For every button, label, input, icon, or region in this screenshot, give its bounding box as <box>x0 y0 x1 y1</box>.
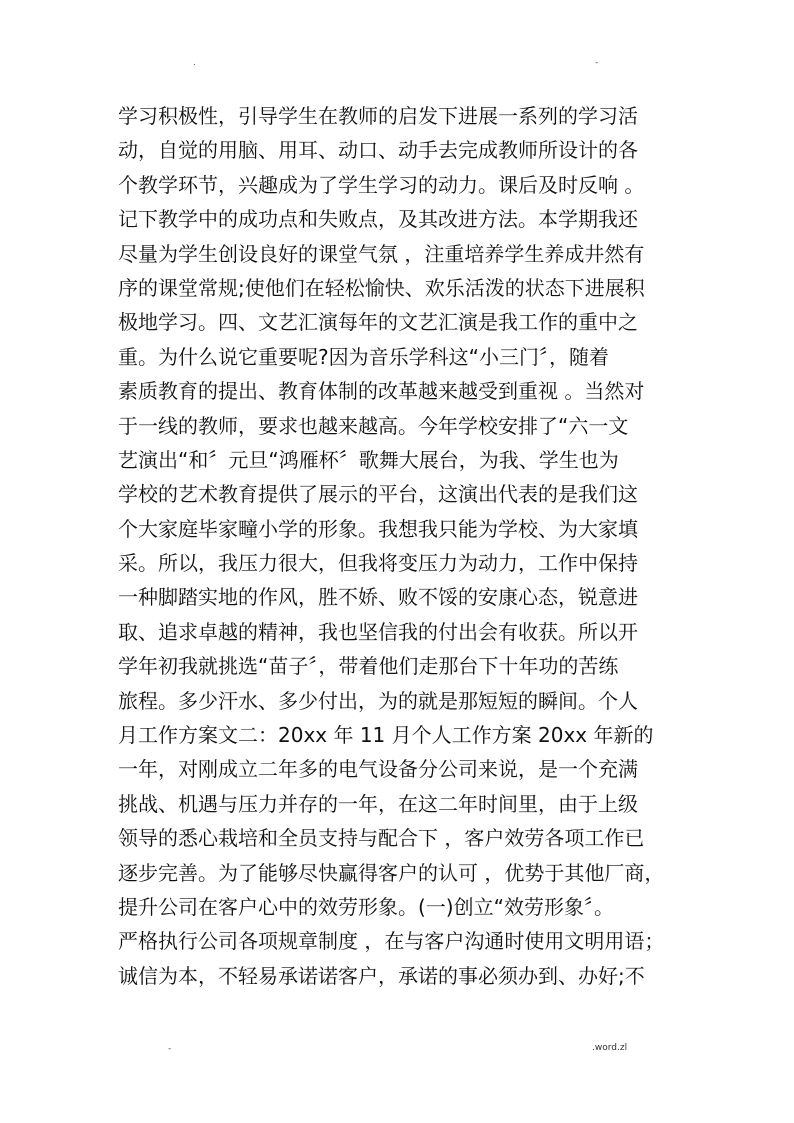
body-line: 领导的悉心栽培和全员支持与配合下 ，客户效劳各项工作已 <box>118 826 645 851</box>
body-line: 动，自觉的用脑、用耳、动口、动手去完成教师所设计的各 <box>118 138 638 163</box>
body-line: 严格执行公司各项规章制度 ，在与客户沟通时使用文明用语； <box>118 929 665 954</box>
body-line: 学年初我就挑选“苗子〞，带着他们走那台下十年功的苦练 <box>118 654 619 679</box>
body-line: 取、追求卓越的精神，我也坚信我的付出会有收获。所以开 <box>118 619 638 644</box>
body-line: 重。为什么说它重要呢?因为音乐学科这“小三门〞，随着 <box>118 344 609 369</box>
body-line: 记下教学中的成功点和失败点，及其改进方法。本学期我还 <box>118 207 638 232</box>
body-line: 挑战、机遇与压力并存的一年，在这二年时间里，由于上级 <box>118 791 638 816</box>
footer-right-mark: .word.zl <box>592 1043 628 1053</box>
header-left-mark: . <box>193 58 196 68</box>
body-line: 旅程。多少汗水、多少付出，为的就是那短短的瞬间。个人 <box>118 688 638 713</box>
body-line: 逐步完善。为了能够尽快赢得客户的认可 ，优势于其他厂商， <box>118 860 665 885</box>
body-line: 极地学习。四、文艺汇演每年的文艺汇演是我工作的重中之 <box>118 310 638 335</box>
body-line: 于一线的教师，要求也越来越高。今年学校安排了“六一文 <box>118 413 629 438</box>
footer-left-mark: - <box>168 1044 172 1054</box>
body-line: 尽量为学生创设良好的课堂气氛 ，注重培养学生养成井然有 <box>118 241 645 266</box>
document-body <box>118 99 678 993</box>
body-line: 个教学环节，兴趣成为了学生学习的动力。课后及时反响 。 <box>118 172 645 197</box>
body-line: 一年，对刚成立二年多的电气设备分公司来说，是一个充满 <box>118 757 638 782</box>
body-line: 个大家庭毕家疃小学的形象。我想我只能为学校、为大家填 <box>118 516 638 541</box>
body-line: 学校的艺术教育提供了展示的平台，这演出代表的是我们这 <box>118 482 638 507</box>
body-line: 学习积极性，引导学生在教师的启发下进展一系列的学习活 <box>118 104 638 128</box>
header-right-mark: - <box>595 58 599 68</box>
body-line: 月工作方案文二：20xx 年 11 月个人工作方案 20xx 年新的 <box>118 723 654 748</box>
body-line: 素质教育的提出、教育体制的改革越来越受到重视 。当然对 <box>118 379 645 404</box>
body-line: 一种脚踏实地的作风，胜不娇、败不馁的安康心态，锐意进 <box>118 585 638 610</box>
body-line: 序的课堂常规;使他们在轻松愉快、欢乐活泼的状态下进展积 <box>118 275 645 300</box>
body-line: 艺演出“和〞元旦“鸿雁杯〞歌舞大展台，为我、学生也为 <box>118 447 619 472</box>
body-line: 诚信为本，不轻易承诺诺客户，承诺的事必须办到、办好;不 <box>118 963 645 988</box>
body-line: 采。所以，我压力很大，但我将变压力为动力，工作中保持 <box>118 551 638 576</box>
body-line: 提升公司在客户心中的效劳形象。(一)创立“效劳形象〞。 <box>118 894 614 919</box>
